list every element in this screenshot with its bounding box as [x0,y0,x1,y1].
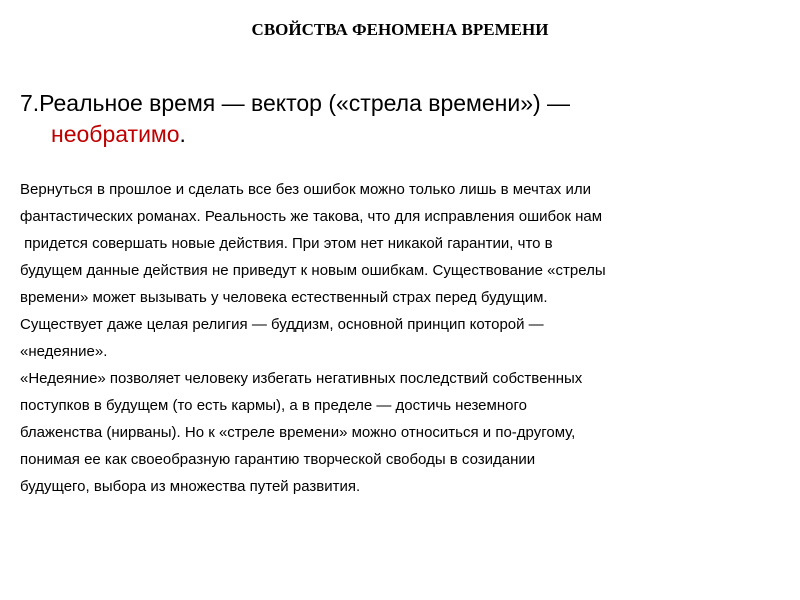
body-line: понимая ее как своеобразную гарантию творческой свободы в созидании [20,451,536,468]
body-line: Существует даже целая религия — буддизм, основной принцип которой — [20,316,544,333]
body-line: придется совершать новые действия. При этом нет никакой гарантии, что в [20,235,553,252]
body-line: будущего, выбора из множества путей развития. [20,478,361,495]
body-line: Вернуться в прошлое и сделать все без ошибок можно только лишь в мечтах или [20,181,591,198]
slide-heading [20,88,760,150]
heading-line-1: 7.Реальное время — вектор («стрела времени») — [20,90,571,116]
body-line: «недеяние». [20,343,108,360]
body-line: будущем данные действия не приведут к новым ошибкам. Существование «стрелы [20,262,606,279]
heading-suffix: . [179,121,186,147]
body-line: времени» может вызывать у человека естественный страх перед будущим. [20,289,548,306]
body-line: «Недеяние» позволяет человеку избегать негативных последствий собственных [20,370,583,387]
body-line: фантастических романах. Реальность же такова, что для исправления ошибок нам [20,208,603,225]
heading-accent-word: необратимо [51,121,180,147]
heading-line-2 [20,119,760,150]
body-line: блаженства (нирваны). Но к «стреле времени» можно относиться и по-другому, [20,424,576,441]
body-paragraph [20,176,790,500]
slide-title: СВОЙСТВА ФЕНОМЕНА ВРЕМЕНИ [251,20,549,39]
body-line: поступков в будущем (то есть кармы), а в пределе — достичь неземного [20,397,527,414]
